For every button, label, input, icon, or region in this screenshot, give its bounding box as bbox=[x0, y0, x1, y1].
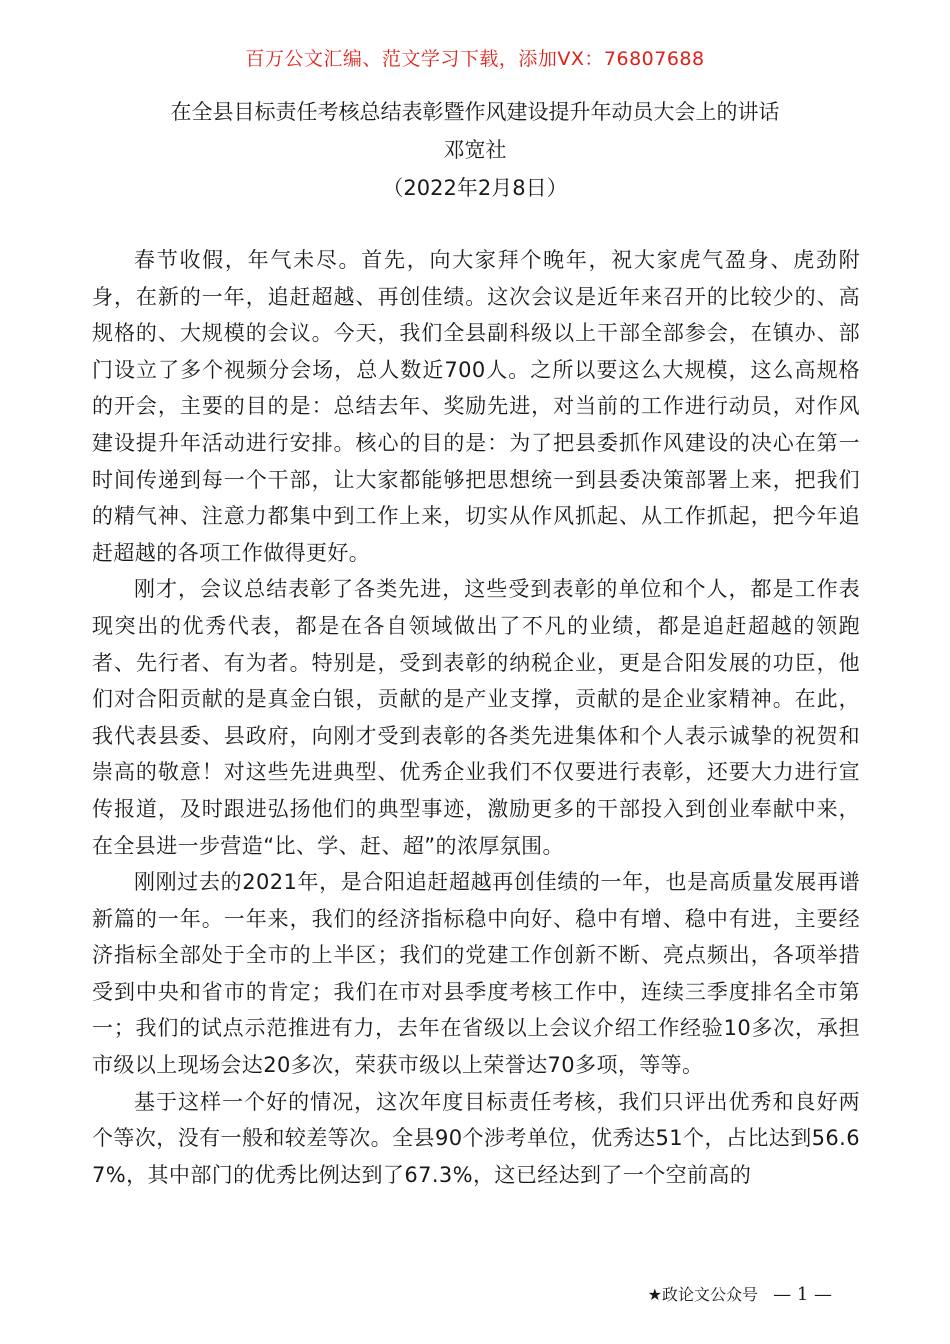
footer-label: ★政论文公众号 bbox=[647, 1285, 758, 1304]
page-number: — 1 — bbox=[773, 1284, 832, 1305]
paragraph-4: 基于这样一个好的情况，这次年度目标责任考核，我们只评出优秀和良好两个等次，没有一般和较差等次。全县90个涉考单位，优秀达51个，占比达到56.67%，其中部门的优秀比例达到了67.3%，这已经达到了一个空前高的 bbox=[92, 1089, 860, 1187]
document-title: 在全县目标责任考核总结表彰暨作风建设提升年动员大会上的讲话 bbox=[170, 100, 780, 124]
page-footer bbox=[648, 1284, 832, 1306]
document-body bbox=[92, 242, 860, 1193]
header-note: 百万公文汇编、范文学习下载，添加VX：76807688 bbox=[245, 48, 705, 70]
author-name: 邓宽社 bbox=[443, 138, 507, 162]
speech-date: （2022年2月8日） bbox=[382, 176, 568, 200]
paragraph-3: 刚刚过去的2021年，是合阳追赶超越再创佳绩的一年，也是高质量发展再谱新篇的一年。一年来，我们的经济指标稳中向好、稳中有增、稳中有进，主要经济指标全部处于全市的上半区；我们的党建工作创新不断、亮点频出，各项举措受到中央和省市的肯定；我们在市对县季度考核工作中，连续三季度排名全市第一；我们的试点示范推进有力，去年在省级以上会议介绍工作经验10多次，承担市级以上现场会达20多次，荣获市级以上荣誉达70多项，等等。 bbox=[92, 870, 860, 1078]
paragraph-1: 春节收假，年气未尽。首先，向大家拜个晚年，祝大家虎气盈身、虎劲附身，在新的一年，追赶超越、再创佳绩。这次会议是近年来召开的比较少的、高规格的、大规模的会议。今天，我们全县副科级以上干部全部参会，在镇办、部门设立了多个视频分会场，总人数近700人。之所以要这么大规模，这么高规格的开会，主要的目的是：总结去年、奖励先进，对当前的工作进行动员，对作风建设提升年活动进行安排。核心的目的是：为了把县委抓作风建设的决心在第一时间传递到每一个干部，让大家都能够把思想统一到县委决策部署上来，把我们的精气神、注意力都集中到工作上来，切实从作风抓起、从工作抓起，把今年追赶超越的各项工作做得更好。 bbox=[92, 248, 860, 565]
paragraph-2: 刚才，会议总结表彰了各类先进，这些受到表彰的单位和个人，都是工作表现突出的优秀代表，都是在各自领域做出了不凡的业绩，都是追赶超越的领跑者、先行者、有为者。特别是，受到表彰的纳税企业，更是合阳发展的功臣，他们对合阳贡献的是真金白银，贡献的是产业支撑，贡献的是企业家精神。在此，我代表县委、县政府，向刚才受到表彰的各类先进集体和个人表示诚挚的祝贺和崇高的敬意！对这些先进典型、优秀企业我们不仅要进行表彰，还要大力进行宣传报道，及时跟进弘扬他们的典型事迹，激励更多的干部投入到创业奉献中来，在全县进一步营造“比、学、赶、超”的浓厚氛围。 bbox=[92, 577, 860, 858]
